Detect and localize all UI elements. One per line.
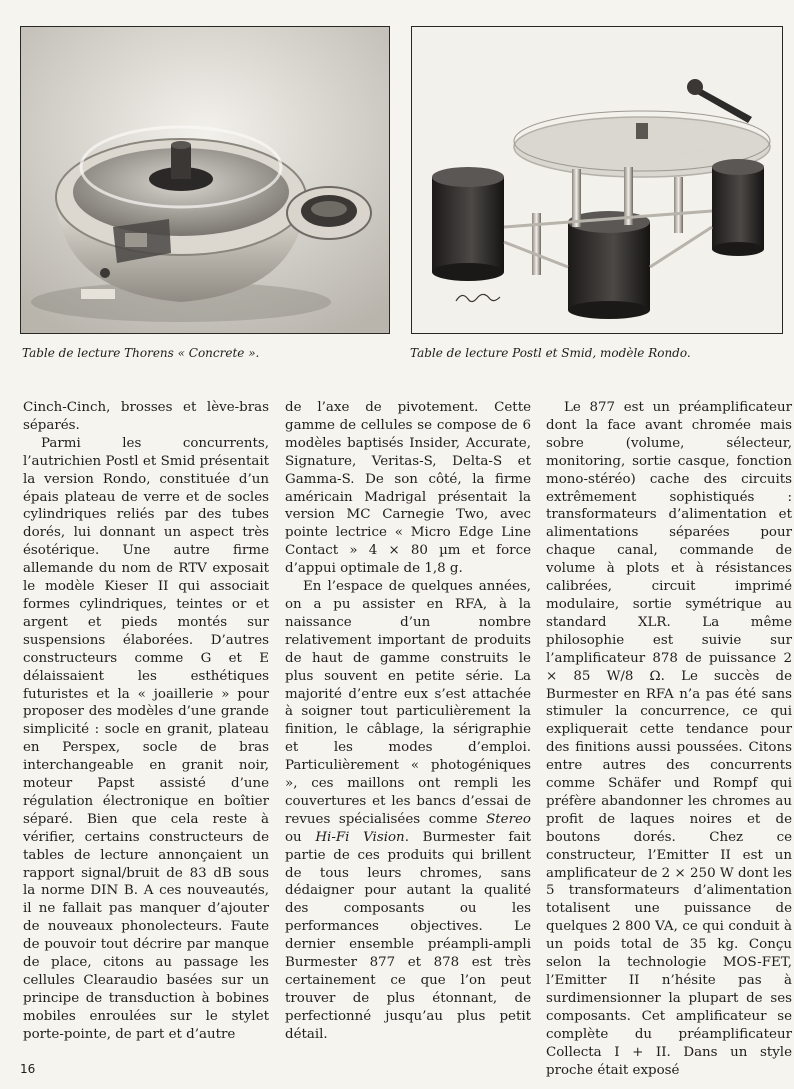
text-column-3 xyxy=(546,399,792,1079)
rondo-turntable-illustration xyxy=(412,27,782,333)
magazine-title-hifi-vision: Hi-Fi Vision xyxy=(315,829,405,845)
paragraph: Le 877 est un préamplificateur dont la face avant chromée mais sobre (volume, sélecteur, monitoring, sortie casque, fonction mono-stéréo) cache des circuits extrêmement sophistiqués : transformateurs d’alimentation et alimentations séparées pour chaque canal, commande de volume à plots et à résistances calibrées, circuit imprimé modulaire, sortie symétrique au standard XLR. La même philosophie est suivie sur l’amplificateur 878 de puissance 2 × 85 W/8 Ω. Le succès de Burmester en RFA n’a pas été sans stimuler la concurrence, ce qui expliquerait cette tendance pour des finitions aussi poussées. Citons entre autres des concurrents comme Schäfer und Rompf qui préfère abandonner les chromes au profit de laques noires et de boutons dorés. Chez ce constructeur, l’Emitter II est un amplificateur de 2 × 250 W dont les 5 transformateurs d’alimentation totalisent une puissance de quelques 2 800 VA, ce qui conduit à un poids total de 35 kg. Conçu selon la technologie MOS-FET, l’Emitter II n’hésite pas à surdimensionner la plupart de ses composants. Cet amplificateur se complète du préamplificateur Collecta I + II. Dans un style proche était exposé xyxy=(546,400,792,1078)
paragraph-text: ou xyxy=(285,829,316,845)
thorens-turntable-illustration xyxy=(21,27,389,333)
text-column-2 xyxy=(285,399,531,1044)
photo-postl-smid-rondo xyxy=(411,26,783,334)
text-column-1 xyxy=(23,399,269,1044)
paragraph-text: . Burmester fait partie de ces produits qui brillent de tous leurs chromes, sans dédaigner pour autant la qualité des composants ou les performances objectives. Le dernier ensemble préampli-ampli Burmester 877 et 878 est très certainement ce que l’on peut trouver de plus étonnant, de perfectionné jusqu’au plus petit détail. xyxy=(285,829,531,1042)
paragraph: Parmi les concurrents, l’autrichien Postl et Smid présentait la version Rondo, constituée d’un épais plateau de verre et de socles cylindriques reliés par des tubes dorés, lui donnant un aspect très ésotérique. Une autre firme allemande du nom de RTV exposait le modèle Kieser II qui associait formes cylindriques, teintes or et argent et pieds montés sur suspensions élaborées. D’autres constructeurs comme G et E délaissaient les esthétiques futuristes et la « joaillerie » pour proposer des modèles d’une grande simplicité : socle en granit, plateau en Perspex, socle de bras interchangeable en granit noir, moteur Papst assisté d’une régulation électronique en boîtier séparé. Bien que cela reste à vérifier, certains constructeurs de tables de lecture annonçaient un rapport signal/bruit de 83 dB sous la norme DIN B. A ces nouveautés, il ne fallait pas manquer d’ajouter de nouveaux phonolecteurs. Faute de pouvoir tout décrire par manque de place, citons au passage les cellules Clearaudio basées sur un principe de transduction à bobines mobiles enroulées sur le stylet porte-pointe, de part et d’autre xyxy=(23,435,269,1042)
photo-thorens-concrete xyxy=(20,26,390,334)
paragraph: Cinch-Cinch, brosses et lève-bras séparés. xyxy=(23,400,269,433)
page-number: 16 xyxy=(20,1062,36,1076)
paragraph: de l’axe de pivotement. Cette gamme de cellules se compose de 6 modèles baptisés Insider, Accurate, Signature, Veritas-S, Delta-S et Gamma-S. De son côté, la firme américain Madrigal présentait la version MC Carnegie Two, avec pointe lectrice « Micro Edge Line Contact » 4 × 80 µm et force d’appui optimale de 1,8 g. xyxy=(285,400,531,577)
caption-left: Table de lecture Thorens « Concrete ». xyxy=(22,346,260,360)
paragraph xyxy=(285,578,531,1044)
caption-right: Table de lecture Postl et Smid, modèle Rondo. xyxy=(410,346,691,360)
magazine-title-stereo: Stereo xyxy=(486,811,531,827)
paragraph-text: En l’espace de quelques années, on a pu assister en RFA, à la naissance d’un nombre relativement important de produits de haut de gamme construits le plus souvent en petite série. La majorité d’entre eux s’est attachée à soigner tout particulièrement la finition, le câblage, la sérigraphie et les modes d’emploi. Particulièrement « photogéniques », ces maillons ont rempli les couvertures et les bancs d’essai de revues spécialisées comme xyxy=(285,579,531,827)
